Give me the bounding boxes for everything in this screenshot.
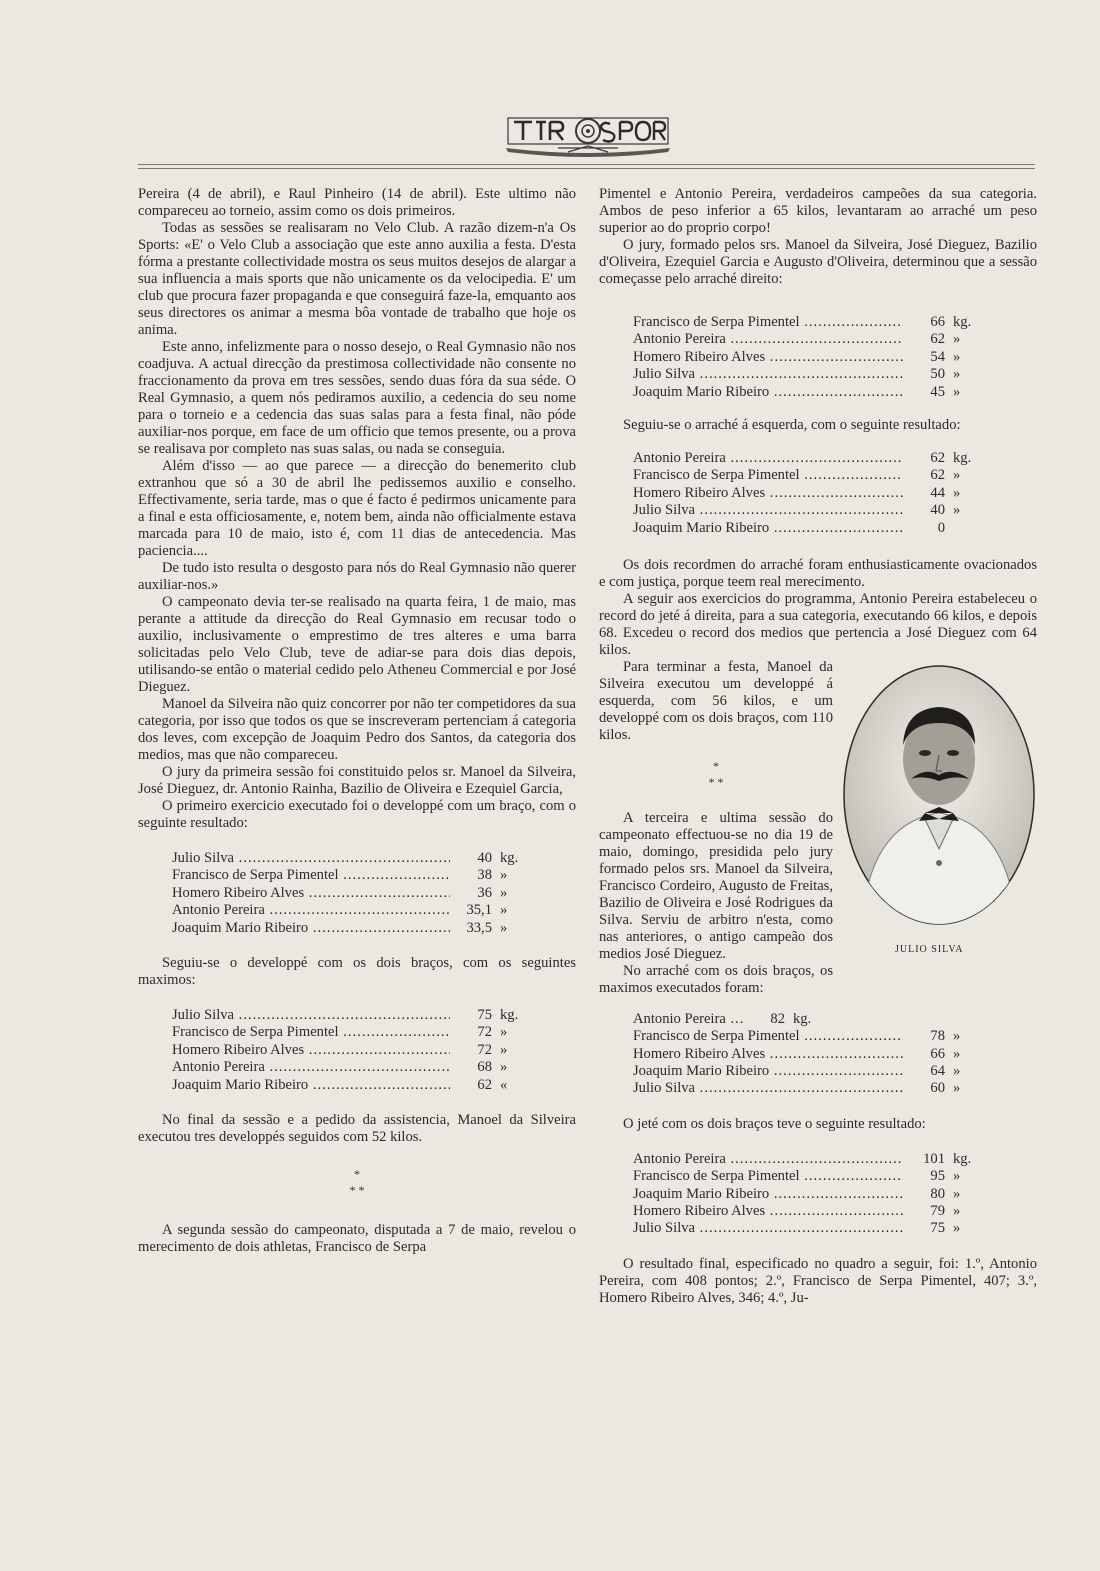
paragraph: Pereira (4 de abril), e Raul Pinheiro (14 de abril). Este ultimo não compareceu ao torneio, assim como os dois primeiros. — [138, 186, 576, 219]
paragraph: A seguir aos exercicios do programma, Antonio Pereira estabeleceu o record do jeté á direita, para a sua categoria, executando 66 kilos, e depois 68. Excedeu o record dos medios que pertencia a José Dieguez com 64 kilos. — [599, 590, 1037, 658]
paragraph: A terceira e ultima sessão do campeonato effectuou-se no dia 19 de maio, domingo, presidida pelo jury formado pelos srs. Manoel da Silveira, Francisco Cordeiro, Augusto de Freitas, Bazilio de Oliveira e José Rodrigues da Silva. Serviu de arbitro n'esta, como nas anteriores, o antigo campeão dos medios José Dieguez. — [599, 809, 833, 962]
result-value: 40 — [477, 850, 492, 866]
athlete-name: Joaquim Mario Ribeiro ..... — [172, 920, 450, 937]
result-row — [172, 885, 540, 902]
result-unit: » — [953, 1185, 961, 1202]
result-row — [172, 867, 540, 884]
results-table — [633, 314, 993, 401]
result-value: 78 — [930, 1028, 945, 1045]
athlete-name: Francisco de Serpa Pimentel ..... — [633, 314, 903, 331]
section-separator: * * * — [708, 758, 724, 789]
result-unit: » — [500, 919, 508, 936]
result-unit: » — [953, 1168, 961, 1185]
paragraph: Seguiu-se o developpé com os dois braços, com os seguintes maximos: — [138, 954, 576, 988]
result-unit: » — [500, 884, 508, 901]
paragraph: O primeiro exercicio executado foi o developpé com um braço, com o seguinte resultado: — [138, 798, 576, 831]
athlete-name: Antonio Pereira ..... — [172, 1059, 450, 1076]
athlete-name: Francisco de Serpa Pimentel ..... — [633, 1028, 903, 1045]
result-unit: » — [953, 1028, 961, 1045]
result-row — [172, 1059, 540, 1076]
result-unit: » — [953, 484, 961, 501]
athlete-name: Joaquim Mario Ribeiro ..... — [633, 520, 903, 537]
athlete-name: Antonio Pereira ..... — [633, 1011, 743, 1028]
paragraph: No arraché com os dois braços, os maximos executados foram: — [599, 962, 833, 996]
athlete-name: Antonio Pereira ..... — [633, 1151, 903, 1168]
athlete-name: Julio Silva ..... — [172, 850, 450, 867]
result-value: 0 — [937, 519, 945, 536]
paragraph: Pimentel e Antonio Pereira, verdadeiros campeões da sua categoria. Ambos de peso inferior a 65 kilos, levantaram ao arraché um peso superior ao do proprio corpo! — [599, 186, 1037, 236]
result-value: 95 — [930, 1168, 945, 1185]
result-unit: kg. — [953, 314, 972, 330]
result-row — [633, 485, 993, 502]
result-unit: » — [500, 1059, 508, 1076]
result-row — [633, 520, 993, 537]
photo-caption: JULIO SILVA — [895, 943, 964, 955]
athlete-name: Julio Silva ..... — [633, 366, 903, 383]
result-value: 38 — [477, 867, 492, 884]
result-unit: « — [500, 1076, 508, 1093]
result-value: 36 — [477, 884, 492, 901]
result-row — [633, 1151, 993, 1168]
results-table — [633, 450, 993, 537]
result-row — [633, 1011, 833, 1028]
paragraph: A segunda sessão do campeonato, disputada a 7 de maio, revelou o merecimento de dois athletas, Francisco de Serpa — [138, 1221, 576, 1255]
result-unit: » — [953, 467, 961, 484]
result-value: 68 — [477, 1059, 492, 1076]
result-row — [633, 366, 993, 383]
result-row — [633, 1186, 993, 1203]
result-row — [172, 1024, 540, 1041]
result-unit: » — [500, 1041, 508, 1058]
result-value: 50 — [930, 366, 945, 383]
result-value: 62 — [477, 1076, 492, 1093]
athlete-name: Homero Ribeiro Alves ..... — [172, 885, 450, 902]
result-row — [633, 467, 993, 484]
result-value: 45 — [930, 383, 945, 400]
result-value: 66 — [930, 314, 945, 330]
athlete-name: Joaquim Mario Ribeiro ..... — [172, 1077, 450, 1094]
athlete-name: Homero Ribeiro Alves ..... — [633, 1046, 903, 1063]
athlete-name: Julio Silva ..... — [172, 1007, 450, 1024]
paragraph: Os dois recordmen do arraché foram enthusiasticamente ovacionados e com justiça, porque teem real merecimento. — [599, 556, 1037, 590]
result-row — [633, 1220, 993, 1237]
result-row — [172, 1042, 540, 1059]
result-row — [633, 502, 993, 519]
athlete-name: Joaquim Mario Ribeiro ..... — [633, 1063, 903, 1080]
result-row — [172, 920, 540, 937]
result-unit: » — [953, 1063, 961, 1080]
result-unit: kg. — [953, 449, 972, 466]
athlete-name: Homero Ribeiro Alves ..... — [172, 1042, 450, 1059]
results-table — [633, 1011, 993, 1098]
result-row — [172, 850, 540, 867]
result-unit: » — [953, 331, 961, 348]
result-value: 66 — [930, 1045, 945, 1062]
paragraph: O jeté com os dois braços teve o seguinte resultado: — [623, 1115, 926, 1132]
paragraph: Para terminar a festa, Manoel da Silveira executou um developpé á esquerda, com 56 kilos, e um developpé com os dois braços, com 110 kilos. — [599, 658, 833, 743]
result-value: 101 — [923, 1150, 945, 1167]
paragraph: Além d'isso — ao que parece — a direcção do benemerito club extranhou que só a 30 de abril lhe pedissemos auxilio e conselho. Effectivamente, seria tarde, mas o que é facto é pedirmos unicamente para a final e esta officiosamente, e, notem bem, ainda não officialmente estava marcada para 10 de maio, isto é, com 11 dias de antecedencia. Mas paciencia.... — [138, 458, 576, 559]
result-unit: » — [953, 1045, 961, 1062]
paragraph: Este anno, infelizmente para o nosso desejo, o Real Gymnasio não nos coadjuva. A actual direcção da prestimosa collectividade não consente no fraccionamento da prova em tres sessões, sendo duas fóra da sua séde. O Real Gymnasio, a quem nós pediramos auxilio, a cedencia do seu nome para o torneio e a cedencia das suas salas para a festa final, não póde auxiliar-nos porque, em face de um officio que temos presente, ou a prova se realisava por completo nas suas salas, ou nada se conseguia. — [138, 339, 576, 457]
result-value: 75 — [930, 1220, 945, 1237]
result-value: 62 — [930, 331, 945, 348]
result-value: 79 — [930, 1203, 945, 1220]
result-value: 44 — [930, 484, 945, 501]
result-unit: » — [953, 1080, 961, 1097]
result-value: 60 — [930, 1080, 945, 1097]
athlete-name: Julio Silva ..... — [633, 1080, 903, 1097]
result-unit: » — [953, 366, 961, 383]
result-row — [633, 331, 993, 348]
result-unit: » — [500, 1024, 508, 1041]
result-value: 54 — [930, 348, 945, 365]
athlete-name: Antonio Pereira ..... — [172, 902, 450, 919]
result-row — [633, 349, 993, 366]
athlete-name: Julio Silva ..... — [633, 1220, 903, 1237]
result-row — [633, 1063, 993, 1080]
result-value: 64 — [930, 1063, 945, 1080]
athlete-name: Joaquim Mario Ribeiro ..... — [633, 1186, 903, 1203]
result-row — [172, 902, 540, 919]
result-value: 72 — [477, 1024, 492, 1041]
paragraph: De tudo isto resulta o desgosto para nós do Real Gymnasio não querer auxiliar-nos.» — [138, 560, 576, 593]
portrait-photo — [841, 663, 1037, 928]
result-value: 62 — [930, 449, 945, 466]
result-unit: kg. — [500, 850, 519, 866]
paragraph: O campeonato devia ter-se realisado na quarta feira, 1 de maio, mas perante a attitude da direcção do Real Gymnasio em recusar todo o auxilio, inclusivamente o emprestimo de tres alteres e uma barra solicitadas pelo Velo Club, teve de adiar-se para dois dias depois, utilisando-se então o material cedido pelo Atheneu Commercial e por José Dieguez. — [138, 594, 576, 695]
athlete-name: Homero Ribeiro Alves ..... — [633, 1203, 903, 1220]
athlete-name: Francisco de Serpa Pimentel ..... — [633, 1168, 903, 1185]
result-value: 80 — [930, 1185, 945, 1202]
paragraph: O jury, formado pelos srs. Manoel da Silveira, José Dieguez, Bazilio d'Oliveira, Ezequiel Garcia e Augusto d'Oliveira, determinou que a sessão começasse pelo arraché direito: — [599, 237, 1037, 287]
athlete-name: Francisco de Serpa Pimentel ..... — [172, 867, 450, 884]
result-unit: » — [953, 502, 961, 519]
athlete-name: Julio Silva ..... — [633, 502, 903, 519]
masthead-logo — [498, 108, 678, 158]
paragraph: No final da sessão e a pedido da assistencia, Manoel da Silveira executou tres developpés seguidos com 52 kilos. — [138, 1111, 576, 1145]
result-unit: » — [953, 383, 961, 400]
result-unit: » — [953, 348, 961, 365]
header-rule — [138, 168, 1035, 169]
results-table — [172, 850, 540, 937]
athlete-name: Antonio Pereira ..... — [633, 331, 903, 348]
result-unit: » — [500, 902, 508, 919]
left-column — [138, 186, 576, 1256]
logo-icon — [498, 108, 678, 158]
athlete-name: Homero Ribeiro Alves ..... — [633, 485, 903, 502]
result-row — [633, 450, 993, 467]
result-row — [633, 1168, 993, 1185]
paragraph: O jury da primeira sessão foi constituido pelos sr. Manoel da Silveira, José Dieguez, dr. Antonio Rainha, Bazilio de Oliveira e Ezequiel Garcia, — [138, 764, 576, 797]
result-row — [633, 314, 993, 331]
paragraph: Seguiu-se o arraché á esquerda, com o seguinte resultado: — [623, 416, 961, 433]
athlete-name: Joaquim Mario Ribeiro ..... — [633, 384, 903, 401]
result-row — [172, 1077, 540, 1094]
right-column — [599, 186, 1037, 1307]
result-row — [633, 1028, 993, 1045]
photo-block — [841, 663, 1037, 1013]
result-unit: » — [500, 867, 508, 884]
result-row — [633, 384, 993, 401]
result-value: 35,1 — [466, 902, 492, 919]
result-value: 72 — [477, 1041, 492, 1058]
header-rule — [138, 164, 1035, 165]
result-row — [172, 1007, 540, 1024]
result-unit: » — [953, 1220, 961, 1237]
result-unit: kg. — [793, 1010, 812, 1027]
result-unit: » — [953, 1203, 961, 1220]
result-row — [633, 1203, 993, 1220]
athlete-name: Francisco de Serpa Pimentel ..... — [172, 1024, 450, 1041]
paragraph: Manoel da Silveira não quiz concorrer por não ter competidores da sua categoria, por isso que todos os que se inscreveram pertenciam á categoria dos leves, com excepção de Joaquim Pedro dos Santos, da categoria dos medios, mas que não compareceu. — [138, 696, 576, 763]
athlete-name: Antonio Pereira ..... — [633, 450, 903, 467]
result-row — [633, 1080, 993, 1097]
section-separator: * * * — [349, 1166, 365, 1197]
result-value: 62 — [930, 467, 945, 484]
result-unit: kg. — [953, 1150, 972, 1167]
result-value: 82 — [770, 1010, 785, 1027]
result-value: 33,5 — [466, 919, 492, 936]
athlete-name: Homero Ribeiro Alves ..... — [633, 349, 903, 366]
results-table — [633, 1151, 993, 1238]
results-table — [172, 1007, 540, 1094]
paragraph: Todas as sessões se realisaram no Velo Club. A razão dizem-n'a Os Sports: «E' o Velo Club a associação que este anno auxilia a festa. D'esta fórma a prestante collectividade mostra os seus muitos desejos de alargar a sua influencia a mais sports que não unicamente os da velocipedia. E' um club que procura fazer propaganda e que conseguirá faze-la, emquanto aos seus directores os animar a mesma bôa vontade de trabalho que hoje os anima. — [138, 220, 576, 338]
paragraph: O resultado final, especificado no quadro a seguir, foi: 1.º, Antonio Pereira, com 408 pontos; 2.º, Francisco de Serpa Pimentel, 407; 3.º, Homero Ribeiro Alves, 346; 4.º, Ju- — [599, 1255, 1037, 1306]
result-value: 40 — [930, 502, 945, 519]
result-row — [633, 1046, 993, 1063]
result-value: 75 — [477, 1006, 492, 1023]
athlete-name: Francisco de Serpa Pimentel ..... — [633, 467, 903, 484]
result-unit: kg. — [500, 1006, 519, 1023]
